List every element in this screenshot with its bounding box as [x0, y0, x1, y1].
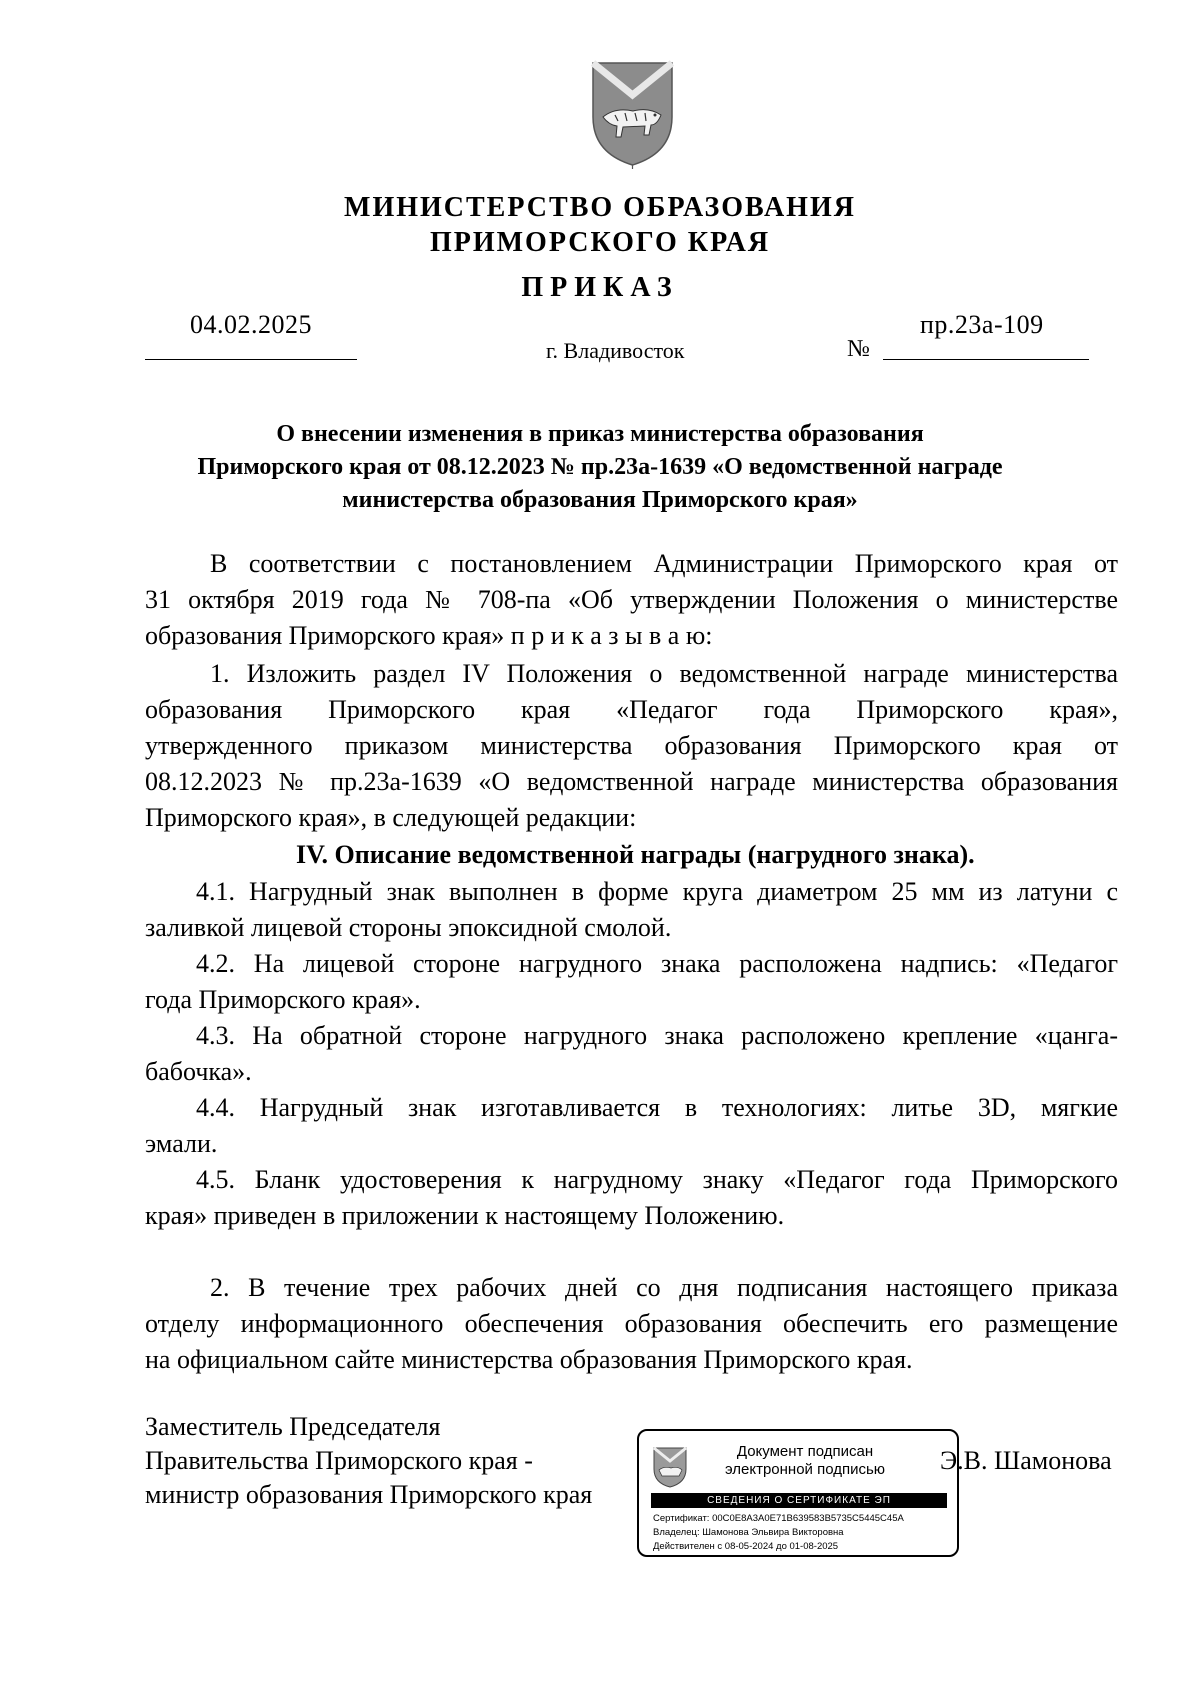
body-line: на официальном сайте министерства образования Приморского края. [145, 1345, 913, 1374]
signer-position: министр образования Приморского края [145, 1480, 593, 1509]
number-sign: № [847, 336, 870, 362]
body-line: 08.12.2023 № пр.23а-1639 «О ведомственной награде министерства образования [145, 767, 1118, 796]
body-line: отделу информационного обеспечения образования обеспечить его размещение [145, 1309, 1118, 1338]
body-line: края» приведен в приложении к настоящему Положению. [145, 1201, 785, 1230]
body-line: утвержденного приказом министерства образования Приморского края от [145, 731, 1118, 760]
body-line: 4.1. Нагрудный знак выполнен в форме круга диаметром 25 мм из латуни с [196, 877, 1118, 906]
ministry-name-line2: ПРИМОРСКОГО КРАЯ [429, 227, 771, 258]
body-line: 4.2. На лицевой стороне нагрудного знака расположена надпись: «Педагог [196, 949, 1118, 978]
body-line: 4.3. На обратной стороне нагрудного знака расположено крепление «цанга- [196, 1021, 1118, 1050]
body-line: бабочка». [145, 1057, 252, 1086]
body-line: эмали. [145, 1129, 218, 1158]
stamp-title-line: электронной подписью [724, 1461, 886, 1478]
order-title: ПРИКАЗ [521, 272, 679, 303]
stamp-title-line: Документ подписан [736, 1443, 874, 1460]
stamp-title [705, 1443, 905, 1479]
subject-line: О внесении изменения в приказ министерства образования [276, 421, 924, 447]
subject-line: Приморского края от 08.12.2023 № пр.23а-1639 «О ведомственной награде [197, 454, 1003, 480]
order-date: 04.02.2025 [190, 310, 312, 339]
body-line: 31 октября 2019 года № 708-па «Об утверждении Положения о министерстве [145, 585, 1118, 614]
body-line: образования Приморского края» п р и к а з ы в а ю: [145, 621, 713, 650]
body-line: 1. Изложить раздел IV Положения о ведомственной награде министерства [210, 659, 1118, 688]
certificate-info-bar: СВЕДЕНИЯ О СЕРТИФИКАТЕ ЭП [651, 1493, 947, 1508]
date-underline [145, 359, 357, 360]
subject-line: министерства образования Приморского края» [342, 487, 858, 513]
city: г. Владивосток [546, 338, 685, 363]
coat-of-arms-icon [585, 55, 680, 170]
body-line: образования Приморского края «Педагог года Приморского края», [145, 695, 1118, 724]
body-line: 4.5. Бланк удостоверения к нагрудному знаку «Педагог года Приморского [196, 1165, 1118, 1194]
certificate-id: Сертификат: 00C0E8A3A0E71B639583B5735C5445C45A [653, 1513, 904, 1524]
signer-position: Заместитель Председателя [145, 1412, 441, 1441]
number-underline [883, 359, 1089, 360]
body-line: В соответствии с постановлением Администрации Приморского края от [210, 549, 1118, 578]
ministry-name-line1: МИНИСТЕРСТВО ОБРАЗОВАНИЯ [344, 192, 856, 223]
order-number: пр.23а-109 [920, 310, 1044, 339]
signer-position: Правительства Приморского края - [145, 1446, 533, 1475]
body-line: 4.4. Нагрудный знак изготавливается в технологиях: литье 3D, мягкие [196, 1093, 1118, 1122]
e-signature-stamp [637, 1429, 959, 1557]
body-line: года Приморского края». [145, 985, 421, 1014]
certificate-validity: Действителен с 08-05-2024 до 01-08-2025 [653, 1541, 839, 1552]
certificate-owner: Владелец: Шамонова Эльвира Викторовна [653, 1527, 844, 1538]
coat-of-arms-icon [651, 1445, 689, 1489]
signer-name: Э.В. Шамонова [940, 1446, 1112, 1475]
section-heading: IV. Описание ведомственной награды (нагрудного знака). [296, 840, 975, 869]
body-line: заливкой лицевой стороны эпоксидной смолой. [145, 913, 672, 942]
body-line: 2. В течение трех рабочих дней со дня подписания настоящего приказа [210, 1273, 1118, 1302]
body-line: Приморского края», в следующей редакции: [145, 803, 637, 832]
